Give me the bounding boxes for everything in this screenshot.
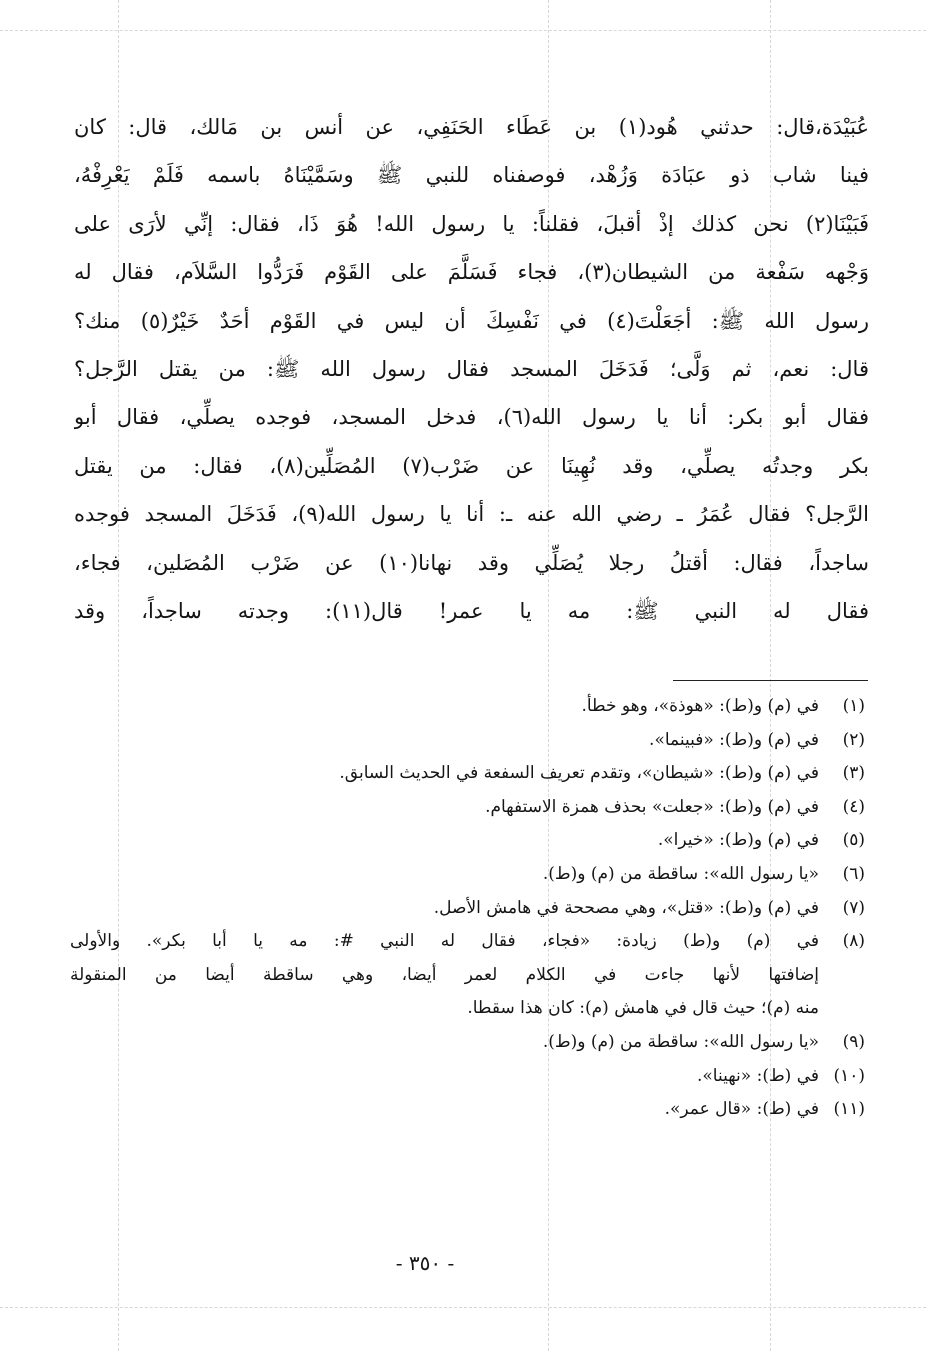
footnote <box>70 824 865 858</box>
main-text-line: فينا شاب ذو عبَادَة وَزُهْد، فوصفناه للنبي ﷺ وسَمَّيْنَاهُ باسمه فَلَمْ يَعْرِفْهُ، <box>74 163 869 188</box>
footnote-continuation: منه (م)؛ حيث قال في هامش (م): كان هذا سقطا. <box>467 998 819 1019</box>
footnote-text: في (ط): «قال عمر». <box>664 1099 819 1120</box>
guide-line <box>0 30 926 31</box>
footnote-number: (٦) <box>842 863 865 884</box>
footnote-number: (١) <box>842 696 865 716</box>
footnote-number: (٨) <box>842 931 865 952</box>
footnote-text: في (م) و(ط): «هوذة»، وهو خطأ. <box>581 696 819 716</box>
footnote-number: (٥) <box>842 830 865 851</box>
main-text-line: فَبَيْنَا(٢) نحن كذلك إذْ أقبلَ، فقلناً: يا رسول الله! هُوَ ذَا، فقال: إنِّي لأرَى على <box>74 211 869 236</box>
footnote <box>70 1060 865 1094</box>
footnote-separator <box>673 680 868 681</box>
footnote-text: في (م) و(ط) زيادة: «فجاء، فقال له النبي #: مه يا أبا بكر». والأولى <box>70 931 819 952</box>
main-text-line: فقال أبو بكر: أنا يا رسول الله(٦)، فدخل المسجد، فوجده يصلِّي، فقال أبو <box>74 405 869 430</box>
footnote <box>70 1093 865 1127</box>
footnote-text: في (م) و(ط): «شيطان»، وتقدم تعريف السفعة في الحديث السابق. <box>339 763 819 784</box>
main-text-line: قال: نعم، ثم وَلَّى؛ فَدَخَلَ المسجد فقال رسول الله ﷺ: من يقتل الرَّجل؟ <box>74 356 869 381</box>
footnote-number: (٢) <box>842 729 865 750</box>
footnote-text: «يا رسول الله»: ساقطة من (م) و(ط). <box>542 863 819 884</box>
footnote-number: (٧) <box>842 897 865 918</box>
main-text-line: فقال له النبي ﷺ: مه يا عمر! قال(١١): وجدته ساجداً، وقد <box>74 598 869 623</box>
main-text-line: عُبَيْدَة،قال: حدثني هُود(١) بن عَطَاء الحَنَفِي، عن أنس بن مَالك، قال: كان <box>74 115 869 139</box>
footnote-number: (٩) <box>842 1031 865 1052</box>
footnote-number: (٣) <box>842 763 865 784</box>
main-text-line: رسول الله ﷺ: أجَعَلْتَ(٤) في نَفْسِكَ أن ليس في القَوْم أحَدٌ خَيْرٌ(٥) منك؟ <box>74 308 869 333</box>
footnote-number: (٤) <box>842 796 865 817</box>
footnote <box>70 925 865 959</box>
footnote <box>70 690 865 724</box>
footnote-text: في (م) و(ط): «جعلت» بحذف همزة الاستفهام. <box>485 796 819 817</box>
main-text-line: الرَّجل؟ فقال عُمَرُ ـ رضي الله عنه ـ: أنا يا رسول الله(٩)، فَدَخَلَ المسجد فوجده <box>74 502 869 527</box>
guide-line <box>0 1307 926 1308</box>
footnote-text: في (ط): «نهينا». <box>696 1065 819 1086</box>
page-number: - ٣٥٠ - <box>395 1251 455 1275</box>
footnote <box>70 892 865 926</box>
footnote-continuation: إضافتها لأنها جاءت في الكلام لعمر أيضا، وهي ساقطة أيضا من المنقولة <box>70 964 819 985</box>
main-text-line: ساجداً، فقال: أقتلُ رجلا يُصَلِّي وقد نهانا(١٠) عن ضَرْب المُصَلين، فجاء، <box>74 550 869 575</box>
main-text-line: بكر وجدتُه يصلِّي، وقد نُهِينَا عن ضَرْب(٧) المُصَلِّين(٨)، فقال: من يقتل <box>74 453 869 478</box>
footnote <box>70 858 865 892</box>
main-text <box>74 103 869 635</box>
footnote-number: (١١) <box>833 1099 865 1120</box>
main-text-line: وَجْهه سَفْعة من الشيطان(٣)، فجاء فَسَلَّمَ على القَوْم فَرَدُّوا السَّلاَم، فقال له <box>74 260 869 285</box>
footnote <box>70 724 865 758</box>
footnote-text: في (م) و(ط): «قتل»، وهي مصححة في هامش الأصل. <box>433 897 819 918</box>
footnote-text: في (م) و(ط): «فبينما». <box>649 729 819 750</box>
footnote <box>70 1026 865 1060</box>
footnote-text: «يا رسول الله»: ساقطة من (م) و(ط). <box>542 1031 819 1052</box>
footnote-text: في (م) و(ط): «خيرا». <box>657 830 819 851</box>
footnotes <box>70 690 865 1127</box>
footnote-number: (١٠) <box>833 1065 865 1086</box>
footnote <box>70 757 865 791</box>
footnote <box>70 791 865 825</box>
